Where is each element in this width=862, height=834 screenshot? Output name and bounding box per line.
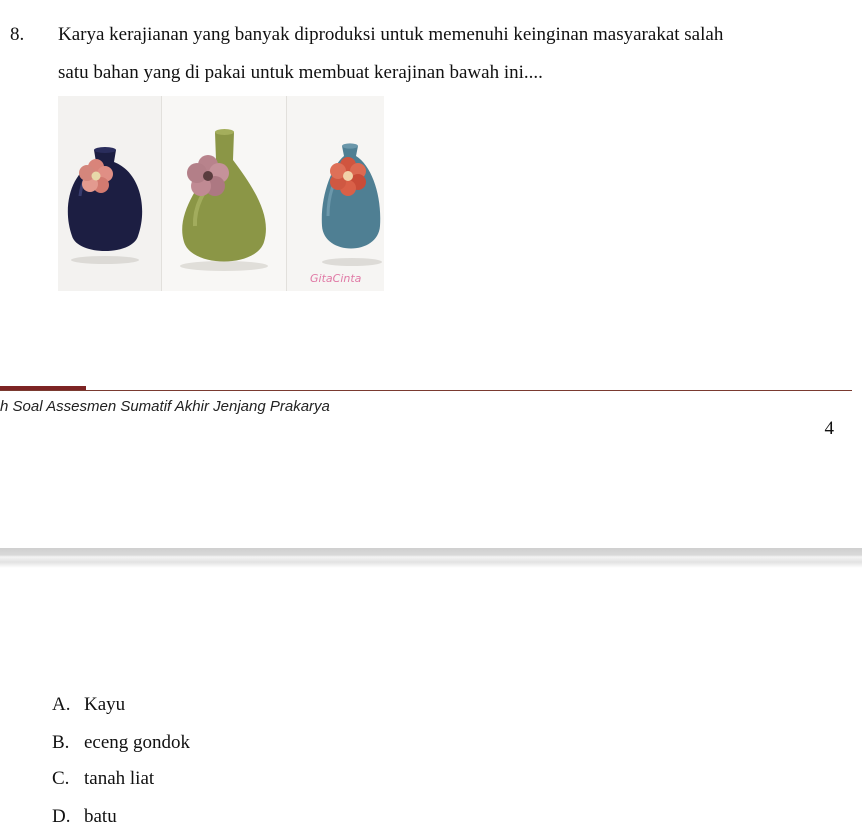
question-text-line-1: Karya kerajianan yang banyak diproduksi untuk memenuhi keinginan masyarakat salah bbox=[58, 24, 724, 45]
option-d-letter: D. bbox=[52, 806, 71, 827]
question-text-line-2: satu bahan yang di pakai untuk membuat kerajinan bawah ini.... bbox=[58, 62, 543, 83]
option-b-text: eceng gondok bbox=[84, 732, 191, 753]
page-break-gap bbox=[0, 548, 862, 568]
option-a-letter: A. bbox=[52, 694, 71, 715]
footer-title: h Soal Assesmen Sumatif Akhir Jenjang Prakarya bbox=[0, 398, 330, 415]
footer-divider bbox=[0, 390, 852, 391]
option-b[interactable] bbox=[52, 732, 190, 754]
vases-photo bbox=[58, 96, 384, 291]
option-d[interactable] bbox=[52, 806, 117, 828]
option-c-letter: C. bbox=[52, 768, 70, 789]
option-d-text: batu bbox=[84, 806, 117, 827]
option-c-text: tanah liat bbox=[84, 768, 155, 789]
question-number: 8. bbox=[10, 24, 25, 45]
page-number: 4 bbox=[824, 418, 834, 439]
option-b-letter: B. bbox=[52, 732, 70, 753]
option-a-text: Kayu bbox=[84, 694, 126, 715]
option-c[interactable] bbox=[52, 768, 154, 790]
photo-watermark: GitaCinta bbox=[310, 272, 362, 285]
option-a[interactable] bbox=[52, 694, 125, 716]
